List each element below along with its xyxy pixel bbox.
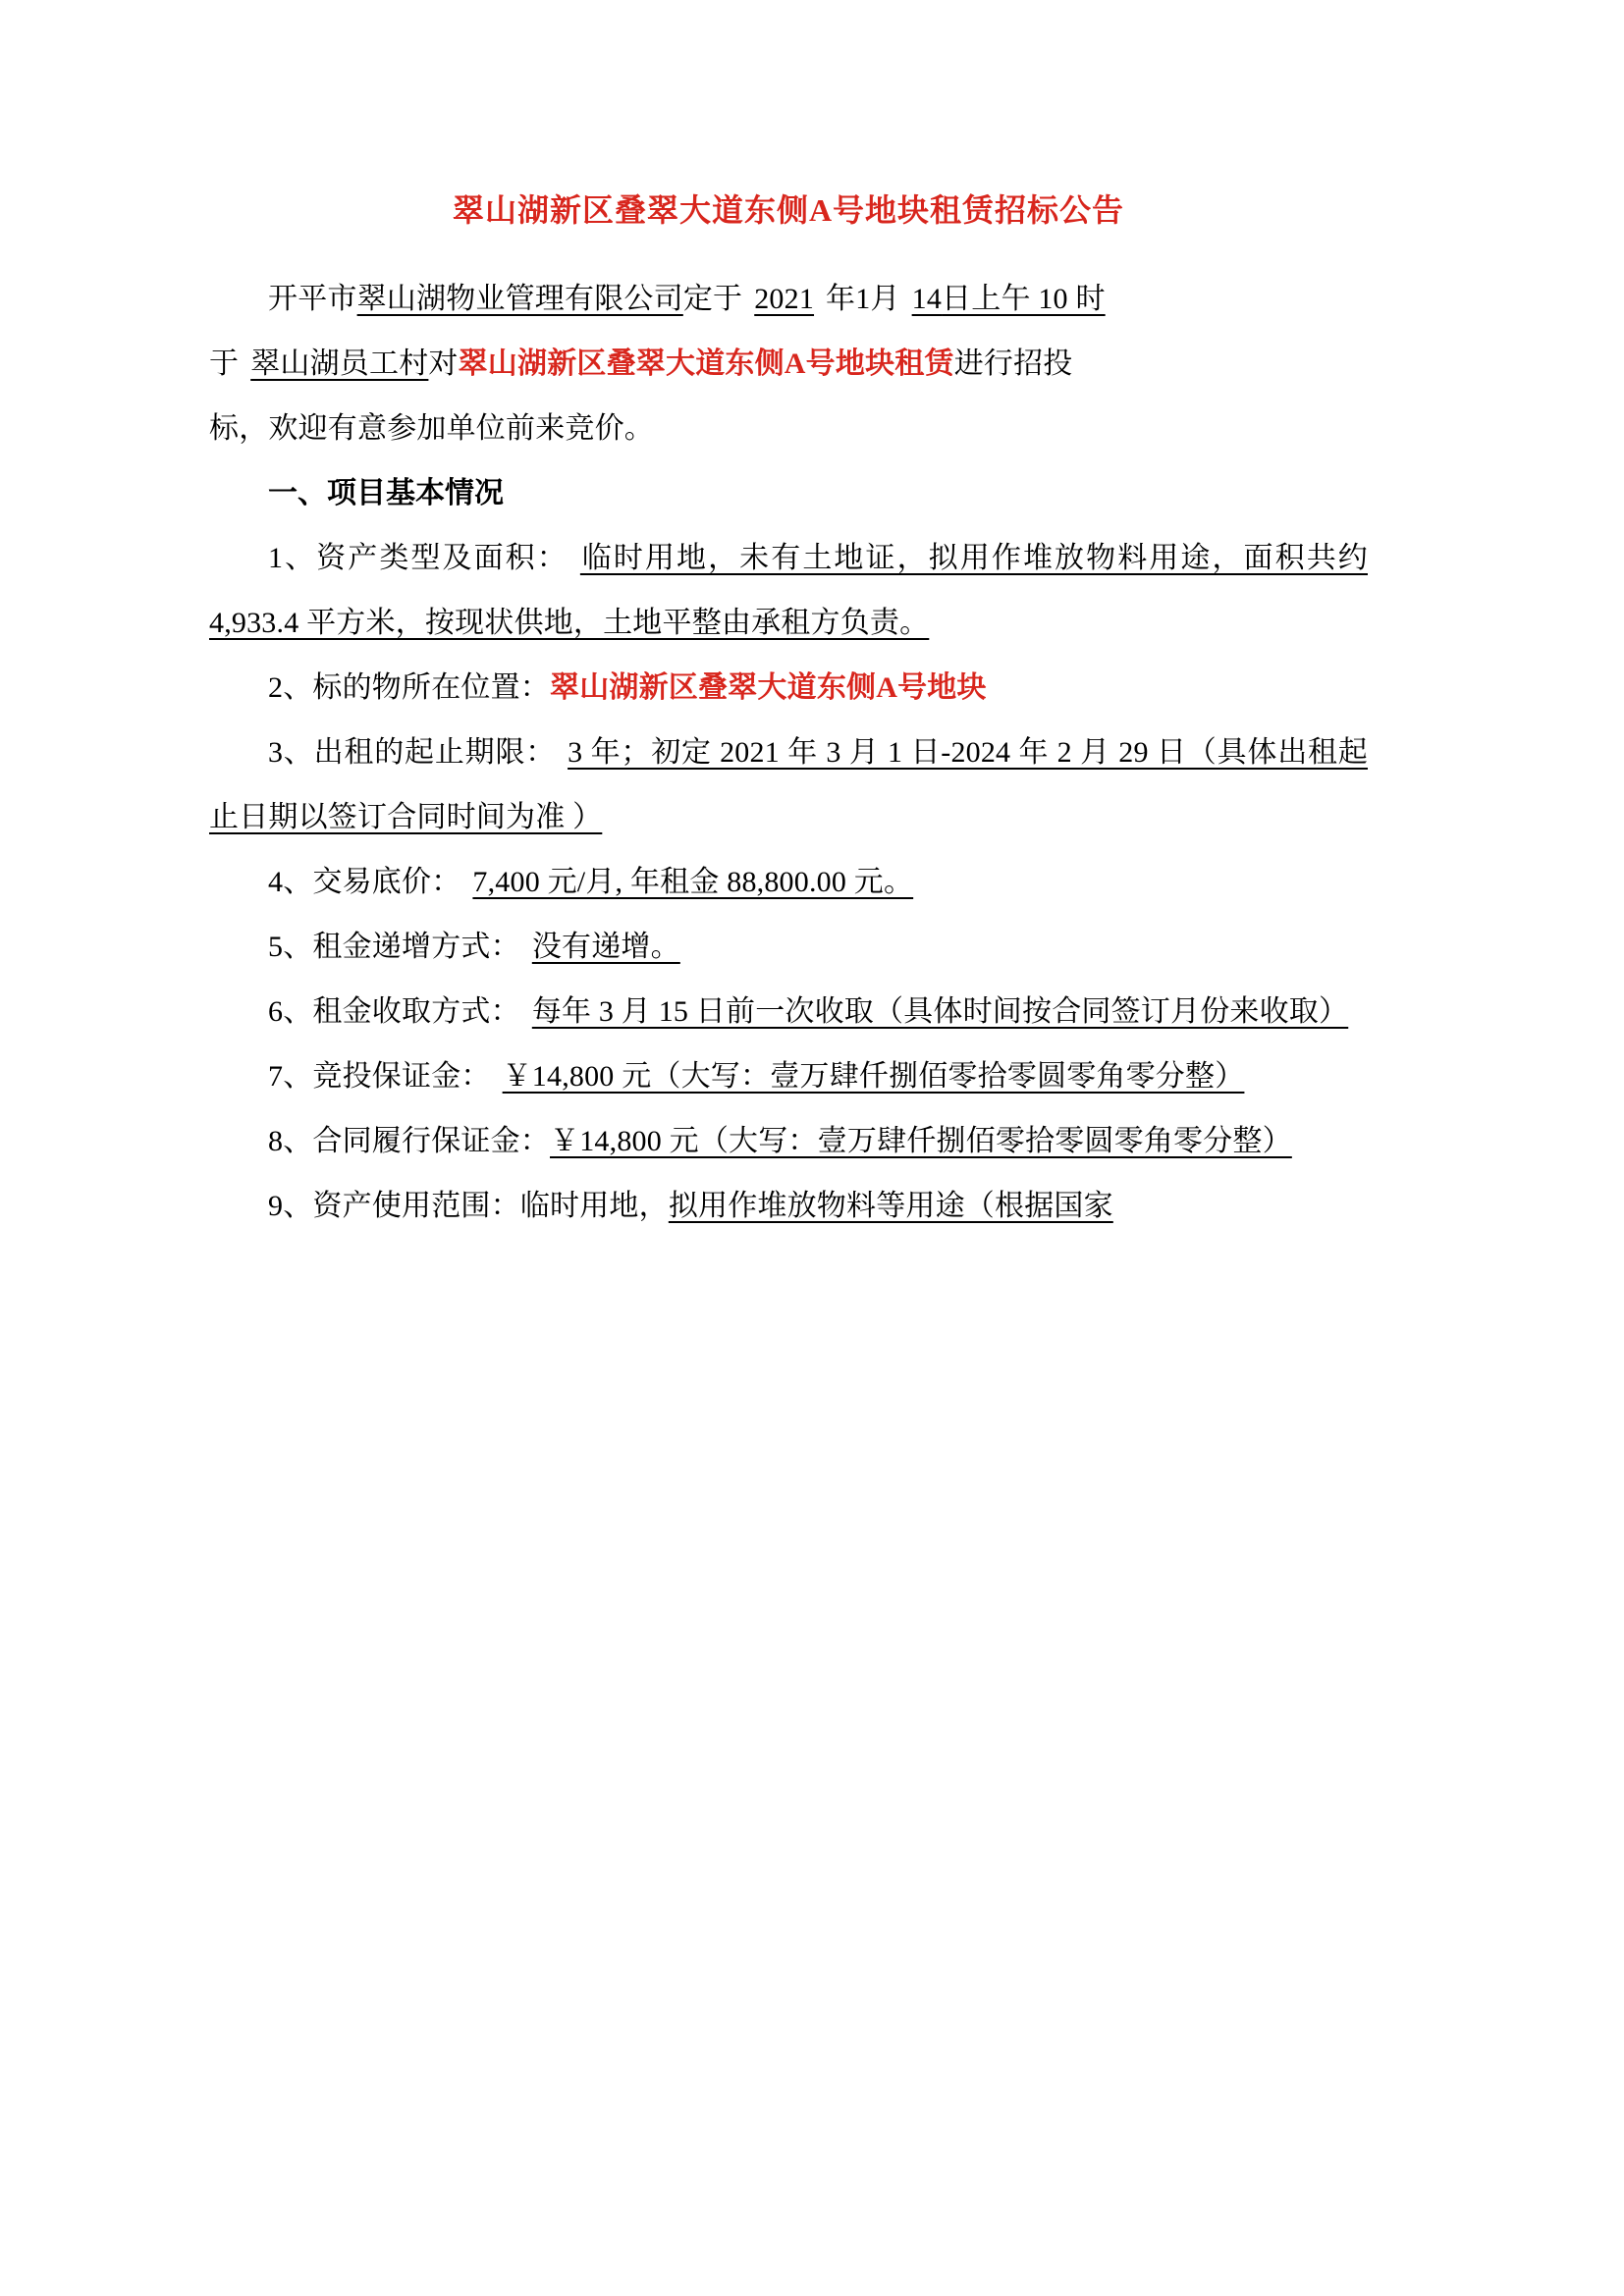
intro-verb: 定于: [682, 283, 743, 315]
item-number: 7、: [268, 1060, 313, 1093]
item-value: 7,400 元/月, 年租金 88,800.00 元。: [472, 866, 914, 898]
intro-closing: 标，欢迎有意参加单位前来竞价。: [209, 412, 654, 445]
page-title: 翠山湖新区叠翠大道东侧A号地块租赁招标公告: [452, 192, 1125, 228]
intro-place: 翠山湖员工村: [250, 347, 429, 380]
item-label: 标的物所在位置：: [312, 671, 551, 704]
item-label: 竞投保证金：: [312, 1060, 491, 1093]
intro-place-suffix: 对: [428, 347, 459, 380]
item-number: 8、: [268, 1125, 313, 1157]
intro-subject: 翠山湖新区叠翠大道东侧A号地块租赁: [458, 347, 954, 380]
document-content: [209, 187, 1368, 1239]
list-item-7: [209, 1044, 1368, 1109]
list-item-9: [209, 1174, 1368, 1239]
item-number: 3、: [268, 736, 314, 769]
intro-year: 2021: [754, 283, 815, 315]
list-item-6: [209, 980, 1368, 1044]
intro-month: 年1月: [826, 283, 900, 315]
item-number: 5、: [268, 931, 313, 963]
list-item-8: [209, 1109, 1368, 1174]
intro-company-prefix: 开平市: [268, 283, 357, 315]
section-heading-1: 一、项目基本情况: [268, 477, 504, 509]
intro-action: 进行招投: [953, 347, 1073, 380]
list-item-5: [209, 915, 1368, 980]
item-value-plain: 临时用地，: [519, 1190, 669, 1222]
item-value: ￥14,800 元（大写：壹万肆仟捌佰零拾零圆零角零分整）: [550, 1125, 1292, 1157]
intro-day: 14: [911, 283, 943, 315]
list-item-2: [209, 656, 1368, 721]
list-item-1: [209, 526, 1368, 656]
item-number: 2、: [268, 671, 313, 704]
item-number: 6、: [268, 995, 313, 1028]
item-value: 拟用作堆放物料等用途（根据国家: [668, 1190, 1113, 1222]
intro-company-name: 翠山湖物业管理有限公司: [356, 283, 683, 315]
item-label: 出租的起止期限：: [313, 736, 557, 769]
item-value: 翠山湖新区叠翠大道东侧A号地块: [550, 671, 987, 704]
item-value: 临时用地，未有土地证，拟用作堆放物料用途，面积共约 4,933.4 平方米，按现状供地，土地平整由承租方负责。: [209, 542, 1368, 639]
intro-time: 日上午 10 时: [942, 283, 1106, 315]
item-label: 合同履行保证金：: [312, 1125, 551, 1157]
intro-place-prefix: 于: [209, 347, 240, 380]
item-number: 4、: [268, 866, 313, 898]
item-label: 资产类型及面积：: [316, 542, 568, 574]
item-label: 租金递增方式：: [312, 931, 520, 963]
intro-paragraph: [209, 267, 1368, 461]
item-number: 9、: [268, 1190, 313, 1222]
item-label: 资产使用范围：: [312, 1190, 520, 1222]
item-value: ￥14,800 元（大写：壹万肆仟捌佰零拾零圆零角零分整）: [502, 1060, 1245, 1093]
item-value: 没有递增。: [531, 931, 680, 963]
item-value: 每年 3 月 15 日前一次收取（具体时间按合同签订月份来收取）: [531, 995, 1349, 1028]
list-item-4: [209, 850, 1368, 915]
item-value: 3 年；初定 2021 年 3 月 1 日-2024 年 2 月 29 日（具体出租起止日期以签订合同时间为准 ）: [209, 736, 1369, 833]
list-item-3: [209, 721, 1368, 850]
item-label: 交易底价：: [312, 866, 461, 898]
item-label: 租金收取方式：: [312, 995, 520, 1028]
item-number: 1、: [268, 542, 317, 574]
